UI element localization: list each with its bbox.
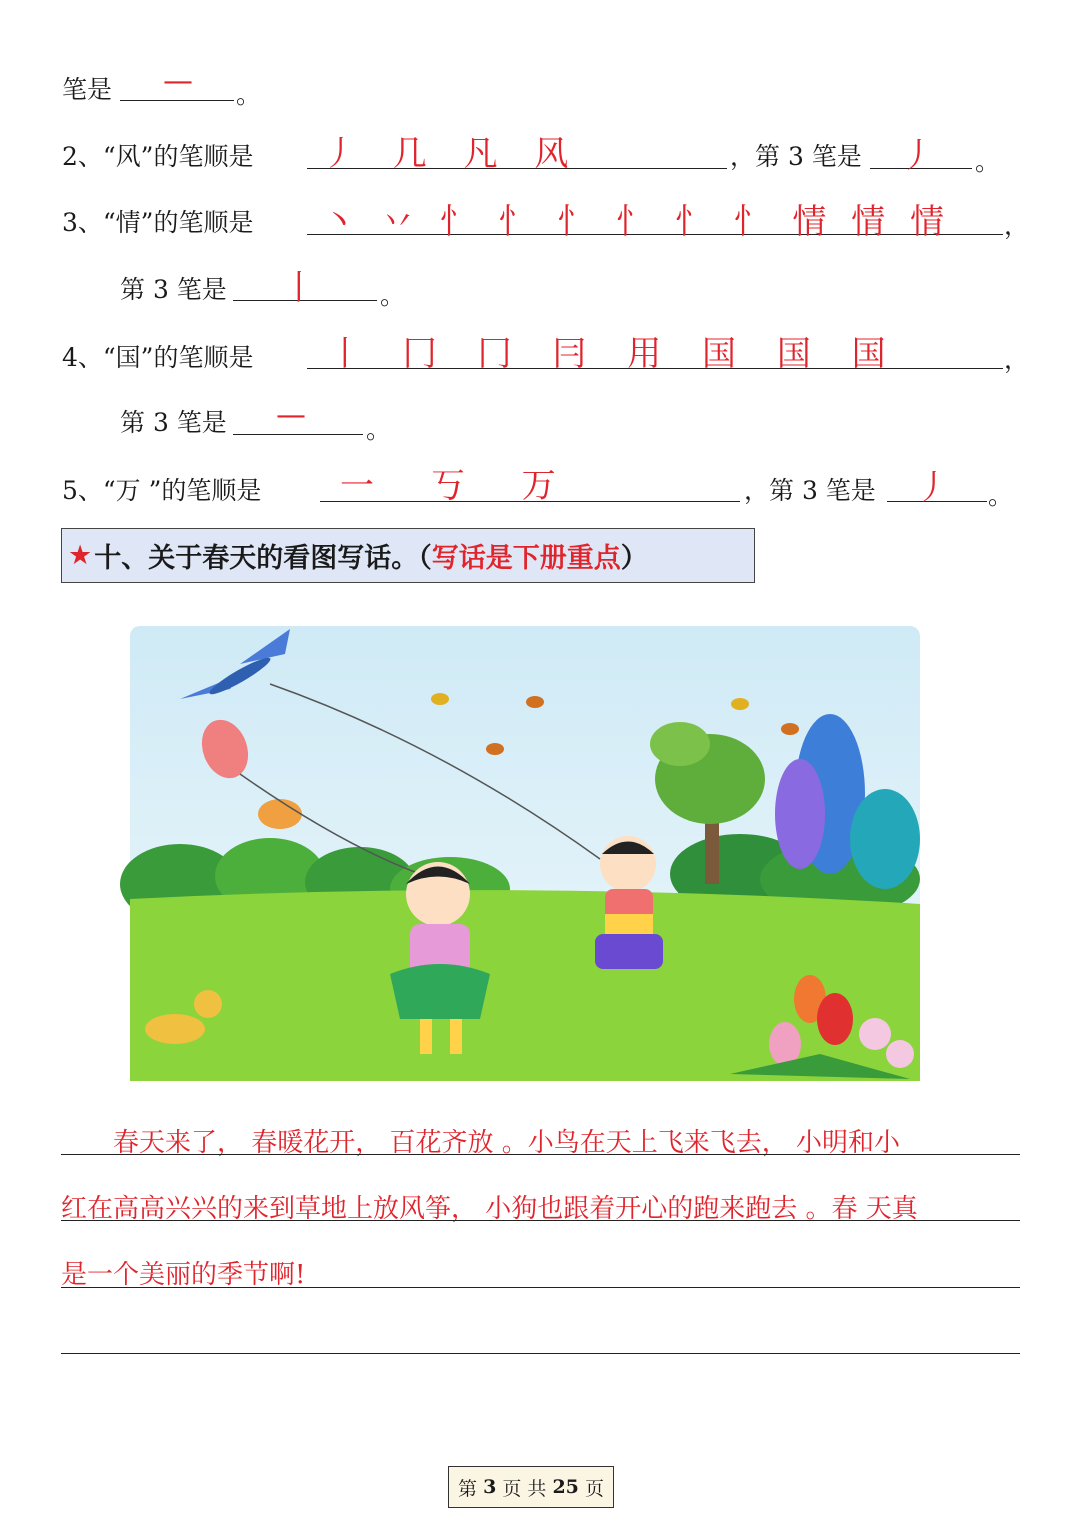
footer-mid: 页 共 xyxy=(502,1477,547,1500)
item5-mid: ，第 3 笔是 xyxy=(744,476,876,505)
item4-answer: 丨 冂 冂 冃 用 国 国 国 xyxy=(328,334,886,374)
item1-suffix: 。 xyxy=(236,80,262,109)
item3-line2-prefix: 第 3 笔是 xyxy=(120,275,227,304)
section-title: 十、关于春天的看图写话。（ xyxy=(94,543,432,574)
essay-rule-4 xyxy=(61,1353,1020,1354)
item2-answer: 丿 几 凡 风 xyxy=(322,134,569,174)
item2-suffix: 。 xyxy=(975,147,1001,176)
essay-line-2: 红在高高兴兴的来到草地上放风筝， 小狗也跟着开心的跑来跑去 。春 天真 xyxy=(61,1194,918,1224)
footer-total: 25 xyxy=(552,1476,579,1498)
essay-rule-2 xyxy=(61,1220,1020,1221)
item3-suffix: 。 xyxy=(380,281,406,310)
essay-line-1: 春天来了， 春暖花开， 百花齐放 。小鸟在天上飞来飞去， 小明和小 xyxy=(61,1128,901,1158)
item4-comma: ， xyxy=(1004,345,1030,374)
section-header xyxy=(61,528,755,583)
item5-prefix: 5、“万 ”的笔顺是 xyxy=(62,476,262,505)
essay-line-3: 是一个美丽的季节啊! xyxy=(61,1260,306,1290)
section-highlight: 写话是下册重点 xyxy=(431,543,621,574)
item2-mid: ，第 3 笔是 xyxy=(730,142,862,171)
item4-answer2: — xyxy=(276,398,306,433)
item5-answer: 一 丂 万 xyxy=(340,466,556,506)
item4-suffix: 。 xyxy=(366,415,392,444)
star-icon: ★ xyxy=(68,540,93,571)
footer-pre: 第 xyxy=(458,1477,478,1500)
item5-answer2: 丿 xyxy=(915,468,949,508)
item4-prefix: 4、“国”的笔顺是 xyxy=(62,343,254,372)
item2-prefix: 2、“风”的笔顺是 xyxy=(62,142,254,171)
item3-answer2: 丨 xyxy=(282,268,316,308)
item3-comma: ， xyxy=(1004,211,1030,240)
essay-rule-3 xyxy=(61,1287,1020,1288)
item2-answer2: 丿 xyxy=(900,136,934,176)
item4-line2-prefix: 第 3 笔是 xyxy=(120,408,227,437)
boy xyxy=(595,836,663,969)
item3-prefix: 3、“情”的笔顺是 xyxy=(62,208,254,237)
item1-answer: — xyxy=(163,64,193,99)
item3-answer: 丶 丷 忄 忄 忄 忄 忄 忄 情 情 情 xyxy=(322,202,945,242)
footer-post: 页 xyxy=(584,1477,604,1500)
item5-suffix: 。 xyxy=(988,481,1014,510)
item1-prefix: 笔是 xyxy=(62,75,113,104)
section-close: ） xyxy=(620,543,648,574)
essay-rule-1 xyxy=(61,1154,1020,1155)
page-number xyxy=(448,1466,614,1508)
footer-page: 3 xyxy=(483,1476,497,1498)
spring-kite-illustration xyxy=(120,614,920,1084)
